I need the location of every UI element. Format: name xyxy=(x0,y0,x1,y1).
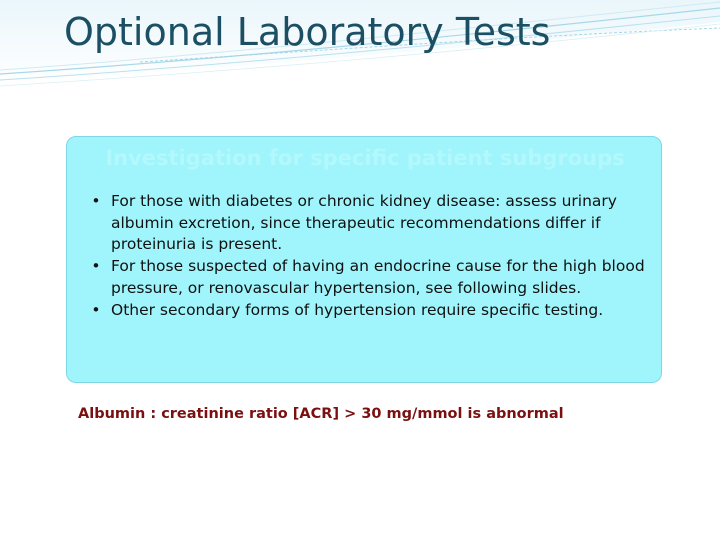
bullet-text: Other secondary forms of hypertension require specific testing. xyxy=(111,300,604,319)
bullet-text: For those with diabetes or chronic kidney disease: assess urinary albumin excretion, since therapeutic recommendations differ if proteinuria is present. xyxy=(111,192,617,254)
slide-title: Optional Laboratory Tests xyxy=(64,10,551,54)
bullet-item-endocrine xyxy=(87,256,647,299)
bullet-item-secondary-forms xyxy=(87,300,647,322)
bullet-list xyxy=(87,191,647,321)
box-heading: Investigation for specific patient subgroups xyxy=(105,146,625,170)
bullet-marker: • xyxy=(91,300,101,319)
bullet-text: For those suspected of having an endocrine cause for the high blood pressure, or renovascular hypertension, see following slides. xyxy=(111,257,645,297)
bullet-item-diabetes-ckd xyxy=(87,191,647,256)
subgroups-info-box xyxy=(66,136,662,383)
bullet-marker: • xyxy=(91,257,101,276)
bullet-marker: • xyxy=(91,192,101,210)
acr-footnote: Albumin : creatinine ratio [ACR] > 30 mg/mmol is abnormal xyxy=(78,406,564,422)
